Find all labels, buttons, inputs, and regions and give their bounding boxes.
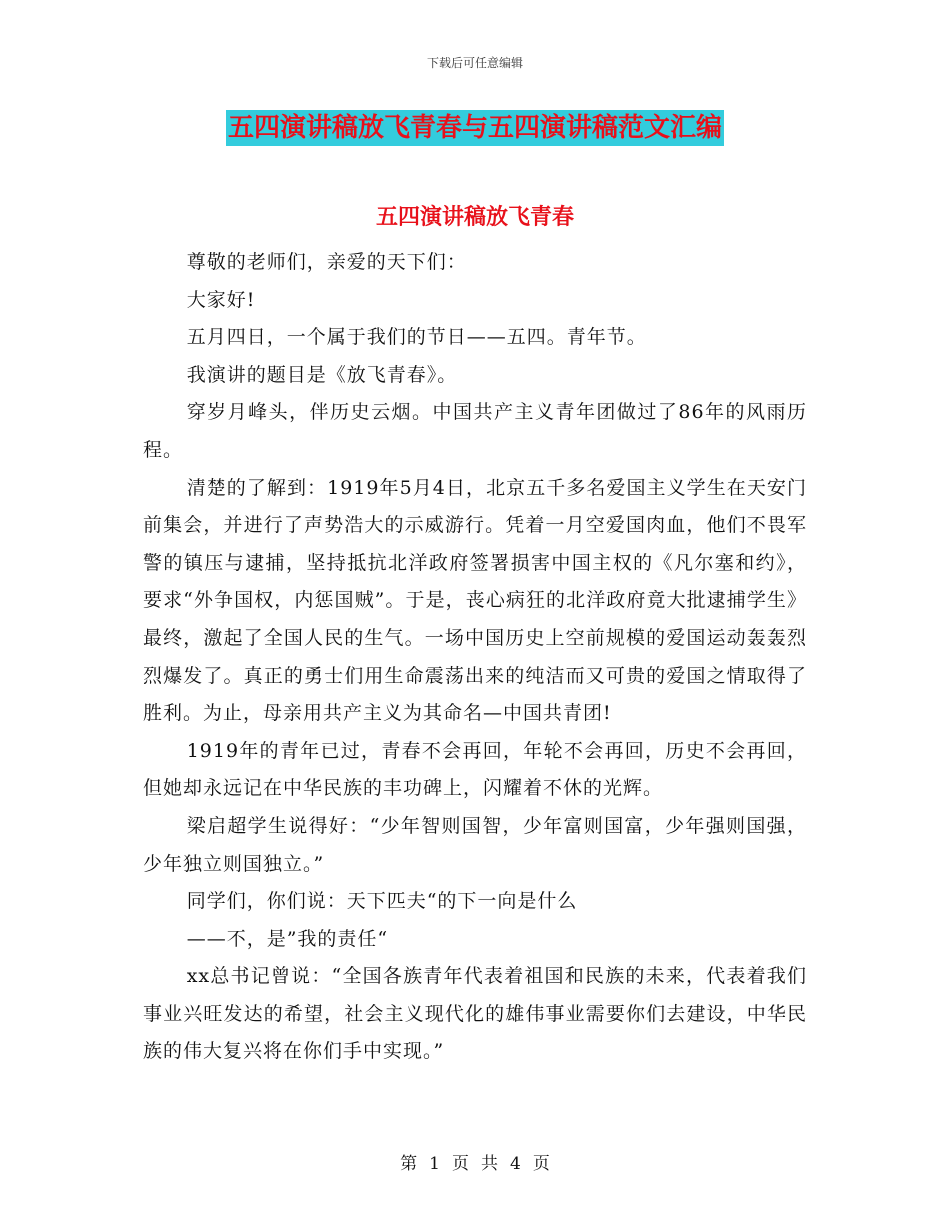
footer-total-prefix: 共 — [481, 1154, 498, 1174]
page-number: 1 — [429, 1154, 440, 1174]
paragraph: ——不，是”我的责任“ — [186, 927, 389, 950]
paragraph: 穿岁月峰头，伴历史云烟。中国共产主义青年团做过了86年的风雨历程。 — [143, 401, 807, 461]
paragraph: xx总书记曾说：“全国各族青年代表着祖国和民族的未来，代表着我们事业兴旺发达的希望，社会主义现代化的雄伟事业需要你们去建设，中华民族的伟大复兴将在你们手中实现。” — [143, 965, 807, 1063]
paragraph: 五月四日，一个属于我们的节日——五四。青年节。 — [186, 326, 647, 349]
paragraph: 尊敬的老师们，亲爱的天下们： — [186, 251, 467, 273]
paragraph: 1919年的青年已过，青春不会再回，年轮不会再回，历史不会再回，但她却永远记在中华民族的丰功碑上，闪耀着不休的光辉。 — [143, 739, 807, 800]
paragraph: 同学们，你们说：天下匹夫“的下一向是什么 — [186, 890, 578, 913]
header-note: 下载后可任意编辑 — [426, 56, 523, 70]
paragraph: 大家好! — [186, 288, 256, 311]
page-total: 4 — [510, 1154, 521, 1174]
page-footer — [0, 1149, 950, 1174]
paragraph: 梁启超学生说得好：“少年智则国智，少年富则国富，少年强则国强，少年独立则国独立。” — [143, 814, 807, 875]
paragraph: 我演讲的题目是《放飞青春》。 — [186, 363, 458, 386]
body-text — [143, 244, 807, 1071]
footer-prefix: 第 — [400, 1154, 418, 1174]
document-title: 五四演讲稿放飞青春与五四演讲稿范文汇编 — [226, 110, 724, 146]
title-container — [0, 110, 950, 146]
section-title: 五四演讲稿放飞青春 — [375, 205, 574, 230]
footer-page-label: 页 — [452, 1154, 469, 1174]
paragraph: 清楚的了解到：1919年5月4日，北京五千多名爱国主义学生在天安门前集会，并进行了声势浩大的示威游行。凭着一月空爱国肉血，他们不畏军警的镇压与逮捕，坚持抵抗北洋政府签署损害中国主权的《凡尔塞和约》，要求“外争国权，内惩国贼”。于是，丧心病狂的北洋政府竟大批逮捕学生》最终，激起了全国人民的生气。一场中国历史上空前规模的爱国运动轰轰烈烈爆发了。真正的勇士们用生命震荡出来的纯洁而又可贵的爱国之情取得了胜利。为止，母亲用共产主义为其命名—中国共青团! — [143, 476, 807, 725]
footer-total-label: 页 — [532, 1154, 550, 1174]
